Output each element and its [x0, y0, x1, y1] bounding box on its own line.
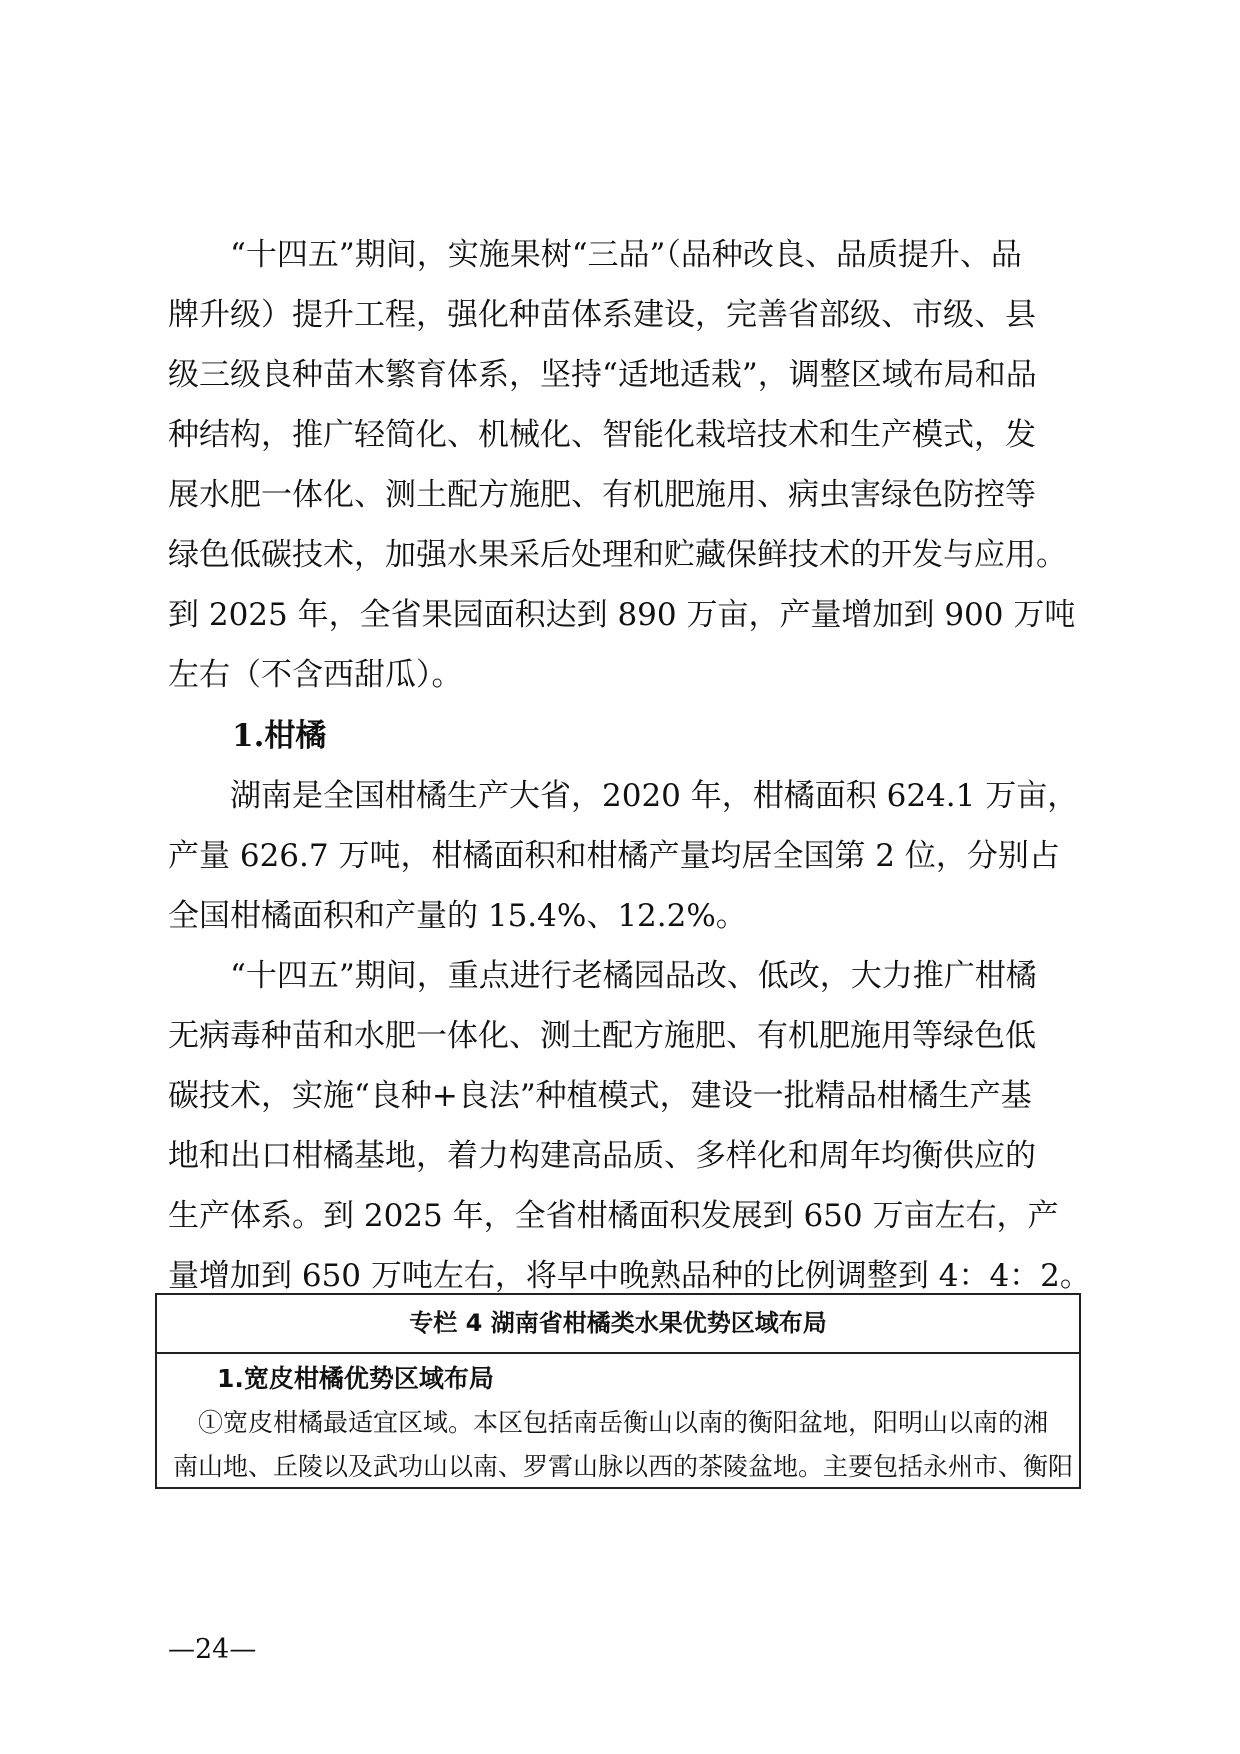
- box-body: [173, 1401, 1074, 1489]
- special-column-box: [155, 1293, 1081, 1489]
- box-subheading: 1.宽皮柑橘优势区域布局: [217, 1364, 494, 1393]
- paragraph-line: 碳技术，实施“良种+良法”种植模式，建设一批精品柑橘生产基: [168, 1078, 1032, 1114]
- paragraph-citrus-status: [168, 766, 1088, 946]
- paragraph-fruit-policy: [168, 225, 1088, 705]
- paragraph-line: 湖南是全国柑橘生产大省，2020 年，柑橘面积 624.1 万亩，: [168, 778, 1079, 814]
- paragraph-line: 展水肥一体化、测土配方施肥、有机肥施用、病虫害绿色防控等: [168, 477, 1036, 513]
- paragraph-line: 到 2025 年，全省果园面积达到 890 万亩，产量增加到 900 万吨: [168, 597, 1076, 633]
- box-line: ①宽皮柑橘最适宜区域。本区包括南岳衡山以南的衡阳盆地，阳明山以南的湘: [173, 1408, 1049, 1437]
- paragraph-line: 级三级良种苗木繁育体系，坚持“适地适栽”，调整区域布局和品: [168, 357, 1037, 393]
- paragraph-line: 牌升级）提升工程，强化种苗体系建设，完善省部级、市级、县: [168, 297, 1036, 333]
- paragraph-line: 地和出口柑橘基地，着力构建高品质、多样化和周年均衡供应的: [168, 1138, 1036, 1174]
- paragraph-line: 无病毒种苗和水肥一体化、测土配方施肥、有机肥施用等绿色低: [168, 1018, 1036, 1054]
- paragraph-line: 全国柑橘面积和产量的 15.4%、12.2%。: [168, 898, 747, 934]
- page-number: —24—: [168, 1634, 257, 1665]
- box-line: 南山地、丘陵以及武功山以南、罗霄山脉以西的茶陵盆地。主要包括永州市、衡阳: [173, 1452, 1074, 1481]
- paragraph-line: 种结构，推广轻简化、机械化、智能化栽培技术和生产模式，发: [168, 417, 1036, 453]
- paragraph-citrus-plan: [168, 946, 1091, 1306]
- box-title: 专栏 4 湖南省柑橘类水果优势区域布局: [157, 1295, 1079, 1354]
- paragraph-line: 量增加到 650 万吨左右，将早中晚熟品种的比例调整到 4：4：2。: [168, 1258, 1091, 1294]
- section-heading-citrus: 1.柑橘: [232, 718, 327, 754]
- paragraph-line: “十四五”期间，实施果树“三品”（品种改良、品质提升、品: [168, 237, 1022, 273]
- paragraph-line: 生产体系。到 2025 年，全省柑橘面积发展到 650 万亩左右，产: [168, 1198, 1059, 1234]
- paragraph-line: “十四五”期间，重点进行老橘园品改、低改，大力推广柑橘: [168, 958, 1037, 994]
- paragraph-line: 绿色低碳技术，加强水果采后处理和贮藏保鲜技术的开发与应用。: [168, 537, 1067, 573]
- paragraph-line: 产量 626.7 万吨，柑橘面积和柑橘产量均居全国第 2 位，分别占: [168, 838, 1060, 874]
- paragraph-line: 左右（不含西甜瓜）。: [168, 657, 463, 693]
